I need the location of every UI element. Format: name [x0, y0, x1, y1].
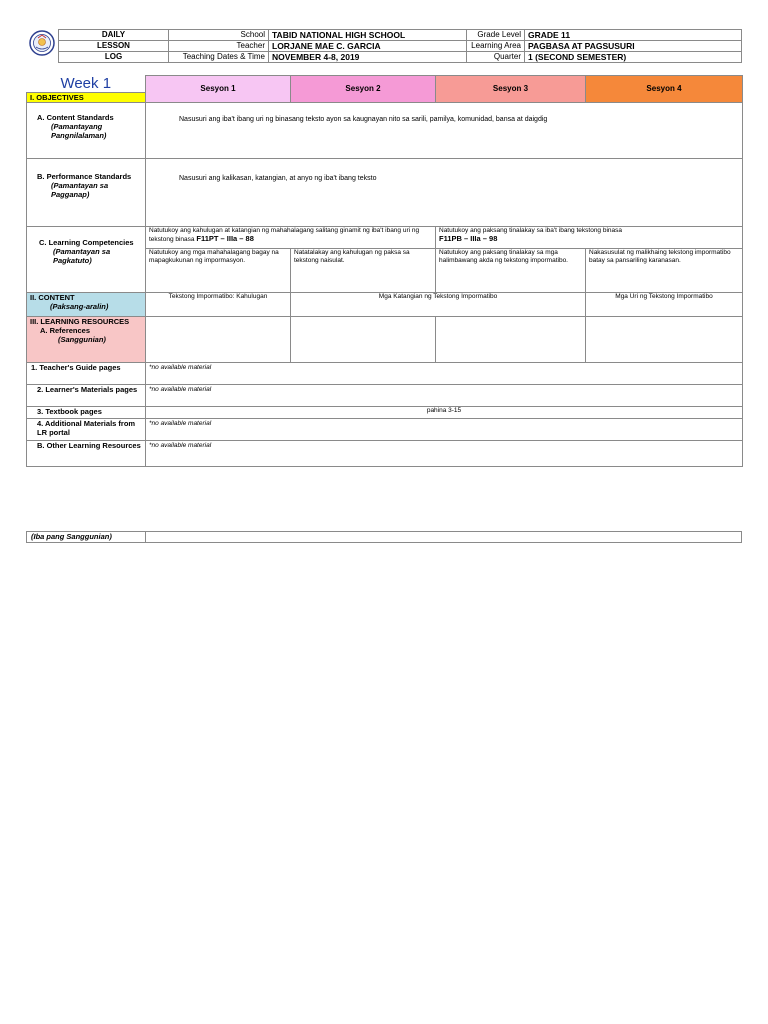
textbook-label: 3. Textbook pages	[27, 406, 146, 418]
performance-sub: (Pamantayan sa Pagganap)	[51, 180, 109, 199]
resources-heading-cell	[27, 316, 146, 362]
area-label: Learning Area	[467, 41, 525, 52]
competency-session-3: Natutukoy ang paksang tinalakay sa mga halimbawang akda ng tekstong impormatibo.	[436, 248, 586, 292]
content-sub: (Paksang-aralin)	[50, 301, 109, 311]
learners-materials-value: *no available material	[146, 384, 743, 406]
performance-label-cell	[27, 158, 146, 226]
other-resources-label: B. Other Learning Resources	[27, 440, 146, 466]
quarter-label: Quarter	[467, 52, 525, 63]
references-sub: (Sanggunian)	[58, 334, 106, 344]
content-heading-cell	[27, 292, 146, 316]
competency-top-left-text: Natutukoy ang kahulugan at katangian ng mahahalagang salitang ginamit ng iba't ibang uri ng tekstong binasa	[149, 226, 420, 243]
other-resources-value: *no available material	[146, 440, 743, 466]
content-standards-label-cell	[27, 102, 146, 158]
competency-top-left-code: F11PT – IIIa – 88	[196, 234, 254, 243]
session-4-header: Sesyon 4	[586, 76, 743, 103]
competency-top-right	[436, 226, 743, 248]
competency-session-2: Natatalakay ang kahulugan ng paksa sa tekstong naisulat.	[291, 248, 436, 292]
iba-pang-sanggunian-label: (Iba pang Sanggunian)	[27, 532, 146, 543]
dll-title-line1: DAILY	[59, 30, 169, 41]
dll-title-line2: LESSON	[59, 41, 169, 52]
teacher-label: Teacher	[169, 41, 269, 52]
content-standards-text: Nasusuri ang iba't ibang uri ng binasang teksto ayon sa kaugnayan nito sa sarili, pamilya, komunidad, bansa at daigdig	[146, 102, 743, 158]
teachers-guide-label: 1. Teacher's Guide pages	[27, 362, 146, 384]
content-session-1: Tekstong Impormatibo: Kahulugan	[146, 292, 291, 316]
lesson-log-table	[26, 75, 743, 467]
competency-session-1: Natutukoy ang mga mahahalagang bagay na mapagkukunan ng impormasyon.	[146, 248, 291, 292]
competency-session-4: Nakasusulat ng malikhaing tekstong impormatibo batay sa pansariling karanasan.	[586, 248, 743, 292]
area-value: PAGBASA AT PAGSUSURI	[525, 41, 742, 52]
header-table	[26, 29, 742, 63]
session-2-header: Sesyon 2	[291, 76, 436, 103]
textbook-value: pahina 3-15	[146, 406, 743, 418]
content-standards-label: A. Content Standards	[37, 112, 114, 122]
additional-materials-value: *no available material	[146, 418, 743, 440]
week-label: Week 1	[60, 74, 112, 92]
dll-title-line3: LOG	[59, 52, 169, 63]
teachers-guide-value: *no available material	[146, 362, 743, 384]
objectives-heading: I. OBJECTIVES	[27, 92, 146, 102]
competency-top-right-code: F11PB – IIIa – 98	[439, 234, 498, 243]
performance-label: B. Performance Standards	[37, 171, 132, 181]
competencies-sub: (Pamantayan sa Pagkatuto)	[53, 246, 111, 265]
content-session-2-3: Mga Katangian ng Tekstong Impormatibo	[291, 292, 586, 316]
grade-label: Grade Level	[467, 30, 525, 41]
resources-session-3	[436, 316, 586, 362]
learners-materials-label: 2. Learner's Materials pages	[27, 384, 146, 406]
teacher-value: LORJANE MAE C. GARCIA	[269, 41, 467, 52]
references-label: A. References	[40, 325, 91, 335]
iba-pang-sanggunian-table	[26, 531, 742, 543]
session-3-header: Sesyon 3	[436, 76, 586, 103]
competency-top-right-text: Natutukoy ang paksang tinalakay sa iba't ibang tekstong binasa	[439, 226, 623, 234]
performance-text: Nasusuri ang kalikasan, katangian, at anyo ng iba't ibang teksto	[146, 158, 743, 226]
resources-heading: III. LEARNING RESOURCES	[30, 316, 130, 326]
dates-label: Teaching Dates & Time	[169, 52, 269, 63]
school-value: TABID NATIONAL HIGH SCHOOL	[269, 30, 467, 41]
resources-session-4	[586, 316, 743, 362]
competencies-label-cell	[27, 226, 146, 292]
content-heading: II. CONTENT	[30, 292, 75, 302]
quarter-value: 1 (SECOND SEMESTER)	[525, 52, 742, 63]
competencies-label: C. Learning Competencies	[39, 237, 134, 247]
grade-value: GRADE 11	[525, 30, 742, 41]
competency-top-left	[146, 226, 436, 248]
resources-session-2	[291, 316, 436, 362]
additional-materials-label: 4. Additional Materials from LR portal	[27, 418, 146, 440]
iba-pang-sanggunian-value	[146, 532, 742, 543]
content-session-4: Mga Uri ng Tekstong Impormatibo	[586, 292, 743, 316]
deped-seal-logo	[26, 30, 59, 63]
dates-value: NOVEMBER 4-8, 2019	[269, 52, 467, 63]
resources-session-1	[146, 316, 291, 362]
content-standards-sub: (Pamantayang Pangnilalaman)	[51, 121, 107, 140]
session-1-header: Sesyon 1	[146, 76, 291, 103]
school-label: School	[169, 30, 269, 41]
